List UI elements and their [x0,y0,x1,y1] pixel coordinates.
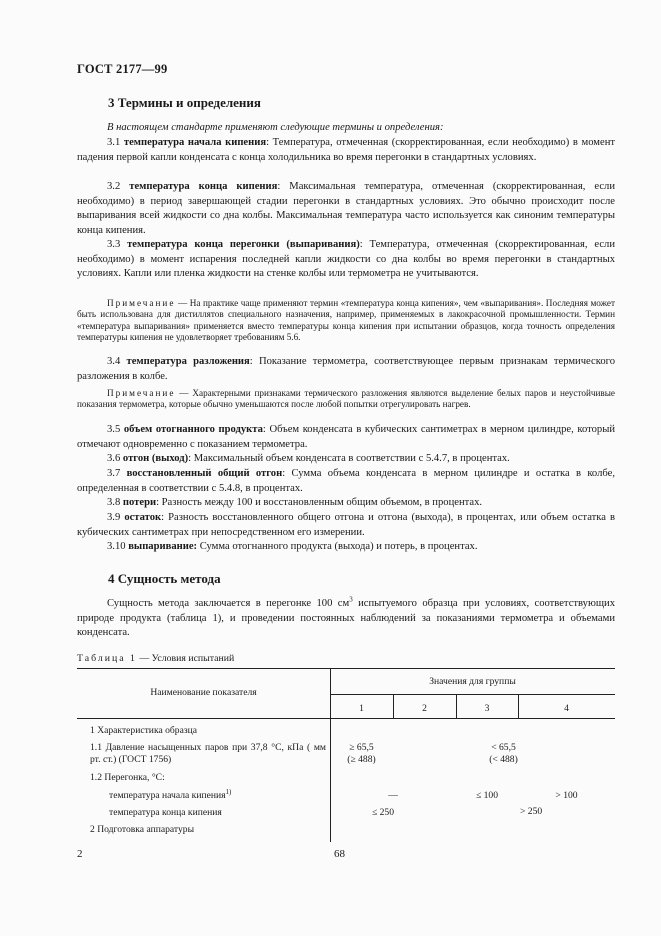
row-vapor-pressure-g1-mm: (≥ 488) [347,754,376,765]
group-1-header: 1 [359,703,364,714]
row-ibp-g12: — [388,790,398,801]
section-3-title: 3 Термины и определения [108,95,261,110]
note-1: Примечание — На практике чаще применяют термин «температура конца кипения», чем «выпаривания». Последняя может быть использована для дистиллятов специального назначения, например, применяемых в лакокрасочной промышленности. Термин «температура выпаривания» применяется вместо температуры конца кипения при испытании образцов, когда точность определения температуры кипения не удовлетворяет требованиям 5.6. [77,298,615,343]
conditions-table [77,668,615,842]
col-values-header: Значения для группы [429,676,516,687]
row-apparatus-prep: 2 Подготовка аппаратуры [90,824,195,835]
row-ibp-g3: ≤ 100 [475,790,499,801]
term-3-4: 3.4 температура разложения: Показание термометра, соответствующее первым признакам термического разложения в колбе. [77,356,615,382]
section-4-text: Сущность метода заключается в перегонке 100 $см^3$ испытуемого образца при условиях, соответствующих природе продукта (таблица 1), и проведении постоянных наблюдений за показаниями термометра и объемами конденсата. [77,595,616,639]
row-ibp-g4: > 100 [555,790,578,801]
row-sample-characteristics: 1 Характеристика образца [90,725,198,736]
term-3-10: 3.10 выпаривание: Сумма отогнанного продукта (выхода) и потерь, в процентах. [107,541,478,552]
document-header: ГОСТ 2177—99 [77,62,168,76]
col-name-header: Наименование показателя [150,687,257,698]
page-number-left: 2 [77,848,83,860]
row-ibp-label: температура начала кипения$^{1)}$ [109,787,232,801]
row-fbp-label: температура конца кипения [109,807,222,818]
row-vapor-pressure-g234: < 65,5 [491,742,516,753]
term-3-9: 3.9 остаток: Разность восстановленного общего отгона и отгона (выхода), в процентах, или объем остатка в кубических сантиметрах при непосредственном его измерении. [77,512,615,538]
row-fbp-g12: ≤ 250 [371,807,394,818]
page-number-center: 68 [334,848,345,860]
term-3-6: 3.6 отгон (выход): Максимальный объем конденсата в соответствии с 5.4.7, в процентах. [107,453,510,464]
term-3-8: 3.8 потери: Разность между 100 и восстановленным общим объемом, в процентах. [107,497,483,508]
term-3-7: 3.7 восстановленный общий отгон: Сумма объема конденсата в мерном цилиндре и остатка в колбе, определенная в соответствии с 5.4.8, в процентах. [77,468,615,494]
row-vapor-pressure-label: 1.1 Давление насыщенных паров при 37,8 °С, кПа ( мм рт. ст.) (ГОСТ 1756) [90,742,326,765]
row-fbp-g34: > 250 [520,806,543,817]
term-3-1: 3.1 температура начала кипения: Температура, отмеченная (скорректированная, если необходимо) в момент падения первой капли конденсата с конца холодильника во время перегонки в стандартных условиях. [77,137,615,163]
row-vapor-pressure-g1: ≥ 65,5 [349,742,374,753]
row-distillation: 1.2 Перегонка, °С: [90,772,165,783]
note-2: Примечание — Характерными признаками термического разложения являются выделение белых паров и неустойчивые показания термометра, которые обычно уменьшаются после любой попытки отрегулировать нагрев. [77,388,615,410]
section-3-intro: В настоящем стандарте применяют следующие термины и определения: [107,122,444,133]
group-3-header: 3 [484,703,490,714]
group-2-header: 2 [422,703,427,714]
section-4-title: 4 Сущность метода [108,571,221,586]
term-3-2: 3.2 температура конца кипения: Максимальная температура, отмеченная (скорректированная, если необходимо) в период завершающей стадии перегонки в стандартных условиях. Это обычно происходит после выпаривания всей жидкости со дна колбы. Максимальная температура часто используется как синоним температуры конца кипения. [77,181,615,236]
group-4-header: 4 [564,703,569,714]
term-3-3: 3.3 температура конца перегонки (выпаривания): Температура, отмеченная (скорректированная, если необходимо) в момент испарения последней капли жидкости со дна колбы во время перегонки в стандартных условиях. Капли или пленка жидкости на стенке колбы или термометра не учитываются. [77,239,615,280]
term-3-5: 3.5 объем отогнанного продукта: Объем конденсата в кубических сантиметрах в мерном цилиндре, который отмечают одновременно с показанием термометра. [77,424,615,450]
row-vapor-pressure-g234-mm: (< 488) [489,754,518,765]
table-caption: Таблица 1 — Условия испытаний [77,653,235,664]
